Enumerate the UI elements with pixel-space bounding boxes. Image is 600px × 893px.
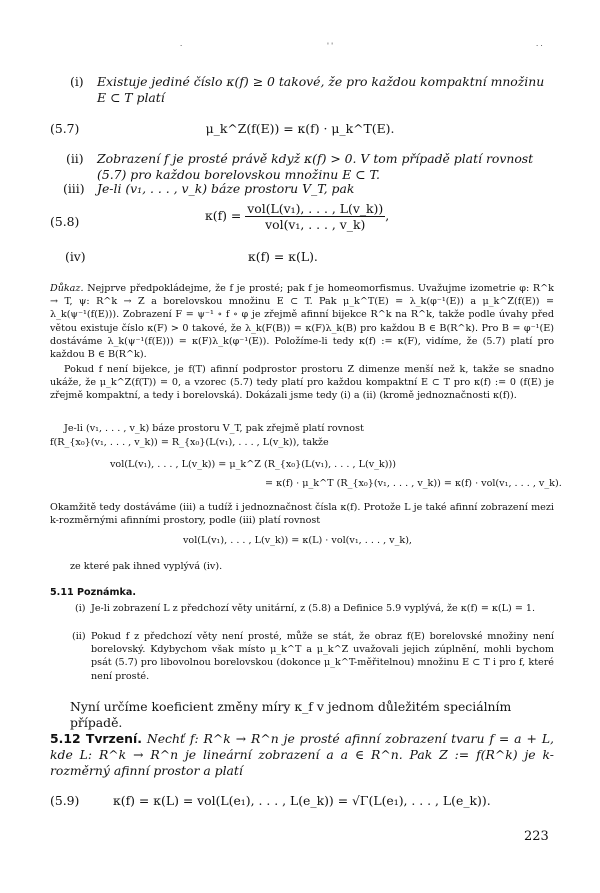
proof-paragraph-3a: Je-li (v₁, . . . , v_k) báze prostoru V_T, pak zřejmě platí rovnost [64,423,364,434]
proof-paragraph-3b: f(R_{x₀}(v₁, . . . , v_k)) = R_{x₀}(L(v₁), . . . , L(v_k)), takže [50,437,329,448]
item-ii-text: Zobrazení f je prosté právě když κ(f) > 0. V tom případě platí rovnost (5.7) pro každou borelovskou množinu E ⊂ T. [97,151,534,182]
theorem-5-12 [50,731,554,779]
equation-5-7-number: (5.7) [50,121,80,136]
proof-paragraph-4: Okamžitě tedy dostáváme (iii) a tudíž i jednoznačnost čísla κ(f). Protože L je také afinní zobrazení mezi k-rozměrnými afinními prostory, podle (iii) platí rovnost [50,502,554,527]
proof-paragraph-5: ze které pak ihned vyplývá (iv). [70,561,223,572]
proof-paragraph-1 [50,282,554,362]
header-mark-left: · [180,42,183,50]
remark-title: 5.11 Poznámka. [50,587,137,598]
header-mark-right: · · [536,42,543,50]
item-iv-label: (iv) [65,249,86,264]
proof-text-1: Nejprve předpokládejme, že f je prosté; pak f je homeomorfismus. Uvažujme izometrie φ: R^k → T, ψ: R^k → Z a borelovskou množinu E ⊂ T. Pak μ_k^T(E) = λ_k(φ⁻¹(E)) a μ_k^Z(f(E)) = λ_k(ψ⁻¹(f(E))). Zobrazení F = ψ⁻¹ ∘ f ∘ φ je zřejmě afinní bijekce R^k na R^k, takže podle úvahy před větou existuje číslo κ(F) > 0 takové, že λ_k(F(B)) = κ(F)λ_k(B) pro každou B ∈ B(R^k). Pro B = φ⁻¹(E) dostáváme λ_k(ψ⁻¹(f(E))) = κ(F)λ_k(φ⁻¹(E)). Položíme-li tedy κ(f) := κ(F), vidíme, že (5.7) platí pro každou B ∈ B(R^k). [50,283,554,361]
proof-display-1-line-2: = κ(f) · μ_k^T (R_{x₀}(v₁, . . . , v_k)) = κ(f) · vol(v₁, . . . , v_k). [265,478,562,489]
equation-5-8-number: (5.8) [50,214,80,229]
proof-heading: Důkaz. [50,283,84,294]
header-mark-mid: ' ' [327,42,334,50]
proof-paragraph-2: Pokud f není bijekce, je f(T) afinní podprostor prostoru Z dimenze menší než k, takže se snadno ukáže, že μ_k^Z(f(T)) = 0, a vzorec (5.7) tedy platí pro každou kompaktní E ⊂ T pro κ(f) := 0 (f(E) je zřejmě kompaktní, a tedy i borelovská). Dokázali jsme tedy (i) a (ii) (kromě jednoznačnosti κ(f)). [50,364,554,402]
equation-5-9-number: (5.9) [50,793,80,808]
equation-5-9: κ(f) = κ(L) = vol(L(e₁), . . . , L(e_k)) = √Γ(L(e₁), . . . , L(e_k)). [113,793,491,808]
equation-5-8-numerator: vol(L(v₁), . . . , L(v_k)) [247,201,384,216]
proof-display-1-line-1: vol(L(v₁), . . . , L(v_k)) = μ_k^Z (R_{x₀}(L(v₁), . . . , L(v_k))) [110,459,396,470]
equation-5-8-denominator: vol(v₁, . . . , v_k) [265,217,366,232]
item-iv-equation: κ(f) = κ(L). [248,249,318,264]
theorem-text: Nechť f: R^k → R^n je prosté afinní zobrazení tvaru f = a + L, kde L: R^k → R^n je lineární zobrazení a a ∈ R^n. Pak Z := f(R^k) je k-rozměrný afinní prostor a platí [50,731,554,778]
proof-display-2: vol(L(v₁), . . . , L(v_k)) = κ(L) · vol(v₁, . . . , v_k), [183,535,412,546]
equation-5-8-tail: , [385,208,390,223]
equation-5-8-lhs: κ(f) = [205,208,242,223]
remark-item-2: Pokud f z předchozí věty není prosté, může se stát, že obraz f(E) borelovské množiny není borelovský. Kdybychom však místo μ_k^T a μ_k^Z uvažovali jejich zúplnění, mohli bychom psát (5.7) pro libovolnou borelovskou (dokonce μ_k^T-měřitelnou) množinu E ⊂ T i pro f, které není prosté. [91,631,554,682]
equation-5-8-fraction [245,201,385,232]
theorem-title: 5.12 Tvrzení. [50,731,142,746]
equation-5-8 [205,201,465,232]
remark-item-2-label: (ii) [72,631,86,642]
item-i-text: Existuje jediné číslo κ(f) ≥ 0 takové, že pro každou kompaktní množinu E ⊂ T platí [97,74,545,105]
equation-5-7: μ_k^Z(f(E)) = κ(f) · μ_k^T(E). [205,121,395,136]
item-iii-text: Je-li (v₁, . . . , v_k) báze prostoru V_T, pak [97,181,355,196]
item-iii-label: (iii) [63,181,85,196]
remark-item-1-label: (i) [75,603,86,614]
page-number: 223 [524,829,549,844]
item-ii-label: (ii) [66,151,84,166]
remark-item-1: Je-li zobrazení L z předchozí věty unitární, z (5.8) a Definice 5.9 vyplývá, že κ(f) = κ(L) = 1. [91,603,536,614]
item-i-label: (i) [70,74,84,89]
intro-sentence: Nyní určíme koeficient změny míry κ_f v jednom důležitém speciálním případě. [70,699,512,730]
